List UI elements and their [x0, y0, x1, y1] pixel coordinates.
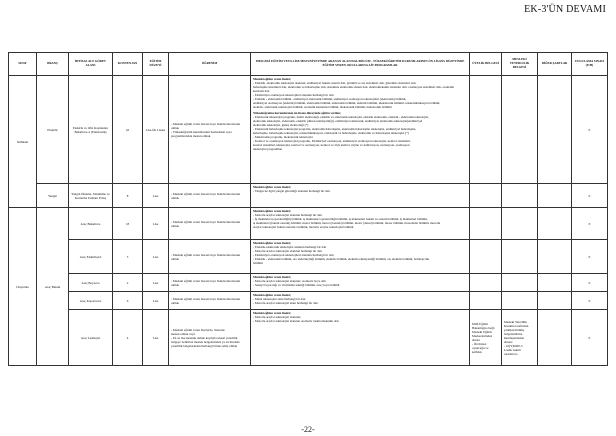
egitim-cell: Lise [143, 184, 169, 208]
sinav-cell: E [572, 292, 608, 310]
kontenjan-cell: 42 [113, 76, 143, 184]
requirement-line: - Motorlu araçlar teknolojisi alanının; [253, 315, 301, 319]
sinav-cell: E [572, 76, 608, 184]
cell-line: oyuncuğu ve [472, 345, 489, 350]
kontenjan-cell: 5 [113, 240, 143, 274]
requirement-line: - Mekatronik programı, mekatronik teknolojisi [253, 134, 313, 139]
uyelik-cell [470, 208, 502, 240]
cell-line: - En az lise mezunu olmak kaydıyla ulusal yeterlilik [171, 335, 238, 340]
cell-line: Mesleki Yeterlilik [504, 319, 527, 324]
requirement-line: - Elektrik -elektronik teknolojisi alanının; endüstriyel bakım onarım dalı, görüntü ve ses sistemleri dalı, güvenlik sistemleri dalı, [253, 81, 417, 85]
uyelik-cell [470, 184, 502, 208]
cell-line: belgeye belirtilen meslek belgelerinden ya da mesleki [171, 339, 240, 344]
header-diger: DİĞER ŞARTLAR [538, 53, 572, 76]
requirement-heading: Mesleki eğitim veren liseler; [253, 241, 292, 245]
cell-line: Merkezlerinden [472, 333, 493, 338]
requirement-heading: Mesleki eğitim veren liseler; [253, 209, 292, 213]
kontenjan-cell: 6 [113, 292, 143, 310]
requirement-group [253, 311, 467, 323]
requirement-line: - Motorlu araçlar teknolojisi alanı herhangi bir dalı [253, 301, 318, 305]
header-uygulama: UYGULAMA SINAVI (E/H) [572, 53, 608, 76]
sinav-cell: E [572, 274, 608, 292]
egitim-cell: Lise [143, 274, 169, 292]
ogrenim-cell [169, 292, 251, 310]
yeterlilik-cell [502, 240, 538, 274]
diger-cell [538, 76, 572, 184]
meslek-cell [251, 274, 470, 292]
ogrenim-cell [169, 76, 251, 184]
requirement-group [253, 209, 467, 229]
yeterlilik-cell [502, 76, 538, 184]
sinif-cell: İstihkam [9, 76, 37, 208]
requirement-line: haberleşme, haberleşme teknolojisi, telekomünikasyon, elektronik ve haberleşme, elektronik ve haberleşme teknolojisi (*) [253, 130, 409, 135]
header-uyelik: ÜYELİK BELGESİ [470, 53, 502, 76]
requirement-line: teknolojisi programları [253, 146, 283, 151]
requirements-table [8, 52, 608, 366]
brans-cell: Yangın [37, 184, 69, 208]
requirement-group [253, 241, 467, 265]
brans-cell: Elektrik [37, 76, 69, 184]
cell-line: Lastik bakım [504, 347, 521, 352]
cell-line: - Mesleki eğitim veren lise/en/veya lisinde/den mezun olmak [171, 296, 241, 305]
requirement-line: kontrol sistemleri teknolojisi, kontrol ve otomasyon, kontrol ve ölçü aletleri, ölçme ve kalibrasyon, otomasyon, otomasyon [253, 142, 410, 147]
requirement-line: - Elektronik haberleşme teknolojisi programı, elektronik haberleşme, elektronik haberleşme teknolojisi, endüstriyel haberleşme, [253, 126, 417, 131]
sinav-cell: E [572, 310, 608, 366]
diger-cell [538, 310, 572, 366]
yeterlilik-cell [502, 208, 538, 240]
ogrenim-cell [169, 274, 251, 292]
cell-line: mezun olmak veya [171, 331, 196, 336]
header-brans: BRANŞ [37, 53, 69, 76]
requirement-line: elektronik teknolojisi, güneş elektroniği (*) [253, 122, 309, 127]
egitim-cell: Lise [143, 240, 169, 274]
brans-cell: Araç Bakım [37, 208, 69, 366]
table-row [9, 208, 608, 240]
requirement-line: - Yangın ile ilgili yangın güvenliği alanının herhangi bir dalı [253, 189, 330, 193]
requirement-line: - Elektronik teknolojisi programı, demir elektroniği, elektrik ve elektronik teknolojisi, elektrik elektronik, elektrik - elektronik teknolojisi, [253, 114, 429, 119]
table-row [9, 240, 608, 274]
requirement-heading: Mesleki eğitim veren liseler; [253, 275, 292, 279]
yeterlilik-cell [502, 292, 538, 310]
sinav-cell: E [572, 240, 608, 274]
requirement-line: araçlar teknolojisi bakım onarımcı bölümü, motorlu araçlar teknolojisi bölümü [253, 225, 354, 229]
sinav-cell: E [572, 208, 608, 240]
cell-line: - Mesleki eğitim veren lise/lerde, liselerde [171, 327, 225, 332]
meslek-cell [251, 240, 470, 274]
egitim-cell: Lise-Ön Lisans [143, 76, 169, 184]
cell-line: - Mesleki eğitim veren lise/en/veya lisinde/den mezun olmak [171, 252, 241, 261]
table-row [9, 274, 608, 292]
requirement-line: - Elektrik - elektronik bölümü, oto elektrikçiliği bölümü, elektrik bölümü, elektrik teknisyenliği bölümü, oto elektrik bölümü, bobinajcılık [253, 257, 430, 261]
page-title: EK-3'ÜN DEVAMI [524, 4, 606, 15]
requirement-line: - Elektrik - elektronik bölümü , endüstriyel elektronik bölümü, endüstriyel otomasyon teknolojileri (elektronik) bölümü, [253, 97, 407, 101]
table-row [9, 76, 608, 184]
requirement-line: - Sanayi boyacılığı ve vitrinlama tekniği bölümü, araç boya bölümü [253, 283, 340, 287]
requirement-heading: Mesleki eğitim veren liseler; [253, 293, 292, 297]
kontenjan-cell: 8 [113, 184, 143, 208]
yeterlilik-cell [502, 274, 538, 292]
sinav-cell: E [572, 184, 608, 208]
ogrenim-cell [169, 208, 251, 240]
requirement-line: endüstriyel otomasyon (elektrik) bölümü, elektronik bölümü, elektronik bölümü, elektrik bölümü, mekatronik bölümü, telekomünikasyon bölümü, [253, 101, 441, 105]
ihtisas-cell: Araç Bakımcısı [69, 208, 113, 240]
cell-line: alınan [472, 337, 480, 342]
header-egitim: EĞİTİM DÜZEYİ [143, 53, 169, 76]
cell-line: kalfalık [472, 349, 482, 354]
meslek-cell [251, 310, 470, 366]
requirement-line: elektrik- elektronik teknolojisi bölümü, otomatik kumanda bölümü, mekatronik bölümü, mekatronik bölümü [253, 105, 392, 109]
uyelik-cell [470, 240, 502, 274]
yeterlilik-cell [502, 184, 538, 208]
egitim-cell: Lise [143, 208, 169, 240]
ogrenim-cell [169, 184, 251, 208]
ihtisas-cell: Araç Lastikçisi [69, 310, 113, 366]
yeterlilik-cell [502, 310, 538, 366]
cell-line: - Ön ilmesi [472, 341, 487, 346]
header-ihtisas: İHTİSAS ALT GÖREV ALANI [69, 53, 113, 76]
cell-line: yeterlilik belgelerinden herhangi birine sahip olmak [171, 343, 238, 348]
page-number: -22- [301, 425, 315, 434]
diger-cell [538, 208, 572, 240]
egitim-cell: Lise [143, 292, 169, 310]
requirement-heading: Mesleki eğitim veren liseler; [253, 185, 292, 189]
requirement-line: elektronik teknolojisi, elektronik, elektrik (düzen teknisyenliği), endüstriyel elektronik, endüstriyel elektronik teknolojisi(endüstriyel [253, 118, 423, 123]
cell-line: - 10(Y)0060-3 [504, 343, 523, 348]
meslek-cell [251, 184, 470, 208]
requirement-line: - İş makineleri (operatörlüğü) bölümü, iş makineleri operatörlüğü bölümü, iş makineleri bakım ve onarım bölümü, iş makineleri bölümü, [253, 217, 428, 221]
cell-line: - Mesleki eğitim veren lise/en/veya lisinde/den mezun olmak [171, 191, 241, 200]
ogrenim-cell [169, 310, 251, 366]
table-row [9, 184, 608, 208]
cell-line: - Mesleki eğitim veren lise/en/veya lisinde/den mezun olmak [171, 278, 241, 287]
meslek-cell [251, 292, 470, 310]
requirement-line: - Motorlu araçlar teknolojisi alanının; otomotiv boya dalı [253, 279, 326, 283]
ogrenim-cell [169, 240, 251, 274]
requirement-group [253, 293, 467, 305]
kontenjan-cell: 4 [113, 310, 143, 366]
kontenjan-cell: 2 [113, 274, 143, 292]
header-sinif: SINIF [9, 53, 37, 76]
ihtisas-cell: Elektrik ve Ofis Kaynakları Bakımcısı-2 (Elektronik) [69, 76, 113, 184]
requirement-line: iş makineleri (bakım onarım) bölümü, motor bölümü, motor (bazında) bölümü, motor (diesel) bölümü, motor bölümü, motosiklet bölümü, motorlu [253, 221, 441, 225]
cell-line: - Mesleki eğitim veren lise/en/veya lisinde/den mezun olmak [171, 121, 241, 130]
diger-cell [538, 292, 572, 310]
ihtisas-cell: Araç Boyacısı [69, 274, 113, 292]
header-kontenjan: KONTENJAN [113, 53, 143, 76]
requirement-line: haberleşme sistemleri dalı, elektronik ve haberleşme dalı, sistemine elektronik sistem dalı, elektromekanik sistemler dalı, otomasyon sistemleri dalı, otomatik [253, 85, 454, 89]
meslek-cell [251, 76, 470, 184]
cell-line: belgelendirme [504, 331, 523, 336]
requirement-line: - Endüstriyel otomasyon teknolojileri alanının herhangi bir dalı [253, 93, 334, 97]
table-row [9, 292, 608, 310]
uyelik-cell [470, 292, 502, 310]
uyelik-cell [470, 310, 502, 366]
requirement-line: bölümü [253, 261, 263, 265]
header-ogrenim: ÖĞRENİM [169, 53, 251, 76]
diger-cell [538, 240, 572, 274]
ihtisas-cell: Araç Kaportacısı [69, 292, 113, 310]
cell-line: yetkilendirilmiş [504, 327, 525, 332]
diger-cell [538, 274, 572, 292]
meslek-cell [251, 208, 470, 240]
cell-line: Kurumu tarafından [504, 323, 529, 328]
cell-line: Mesleki Eğitim [472, 329, 492, 334]
cell-line: alınan: [504, 339, 513, 344]
egitim-cell: Lise [143, 310, 169, 366]
header-yeterlilik: MESLEKİ YETERLİLİK BELGESİ [502, 53, 538, 76]
uyelik-cell [470, 274, 502, 292]
cell-line: - Mesleki eğitim veren lise/en/veya lisinde/den mezun olmak [171, 219, 241, 228]
requirement-line: - Motorlu araçlar teknolojisi alanının otomotiv elektromekanik dalı [253, 319, 339, 323]
table-row [9, 310, 608, 366]
sinif-cell: Ulaştırma [9, 208, 37, 366]
requirement-heading: Mesleki eğitim veren liseler; [253, 77, 292, 81]
requirement-group [253, 275, 467, 287]
uyelik-cell [470, 76, 502, 184]
requirement-line: - Motorlu araçlar teknolojisi alanının herhangi bir dalı [253, 213, 322, 217]
requirement-group [253, 185, 467, 193]
requirement-line: - Metal teknolojisi alanı herhangi bir dalı [253, 297, 306, 301]
requirement-group [253, 111, 467, 151]
table-header-row [9, 53, 608, 76]
cell-line: onarımcısı [504, 351, 518, 356]
requirement-line: - Kontrol ve otomasyon teknolojisi programı, Endüstriyel otomasyon, endüstriyel otomasyon teknolojisi, kontrol sistemleri, [253, 138, 411, 143]
requirement-line: - Motorlu araçlar teknolojisi alanının herhangi bir dalı [253, 249, 322, 253]
cell-line: kuruluşlarından [504, 335, 525, 340]
cell-line: - Yükseköğretim kurumlarının lisansından veya programlarından mezun olmak [171, 129, 232, 138]
ihtisas-cell: Yangın Önleme, Söndürme ve Kurtarma Uzmanı Erbaş [69, 184, 113, 208]
ihtisas-cell: Araç Elektrikçisi [69, 240, 113, 274]
cell-line: Milli Eğitim Bakanlığına bağlı [472, 321, 495, 330]
header-meslek: MESLEKİ EĞİTİM VEYA LİSE MEZUNİYETİNDE ARANAN ALAN/DAL/BÖLÜM - YÜKSEKÖĞRETİM KURUMLARININ ÖN LİSANS DÜZEYİNDE EĞİTİM VEREN OKULLARINA AİT PROGRAMLAR [251, 53, 470, 76]
requirement-group [253, 77, 467, 109]
requirement-line: - Elektrik-elektronik teknolojisi alanının herhangi bir dalı [253, 245, 327, 249]
diger-cell [538, 184, 572, 208]
requirement-heading: Yükseköğretim kurumlarının ön lisans düzeyinde eğitim verilen; [253, 110, 341, 115]
requirement-line: kontrolü dalı [253, 89, 270, 93]
kontenjan-cell: 18 [113, 208, 143, 240]
requirement-heading: Mesleki eğitim veren liseler; [253, 311, 292, 315]
requirement-line: - Endüstriyel otomasyon teknolojileri alanının herhangi bir dalı [253, 253, 334, 257]
